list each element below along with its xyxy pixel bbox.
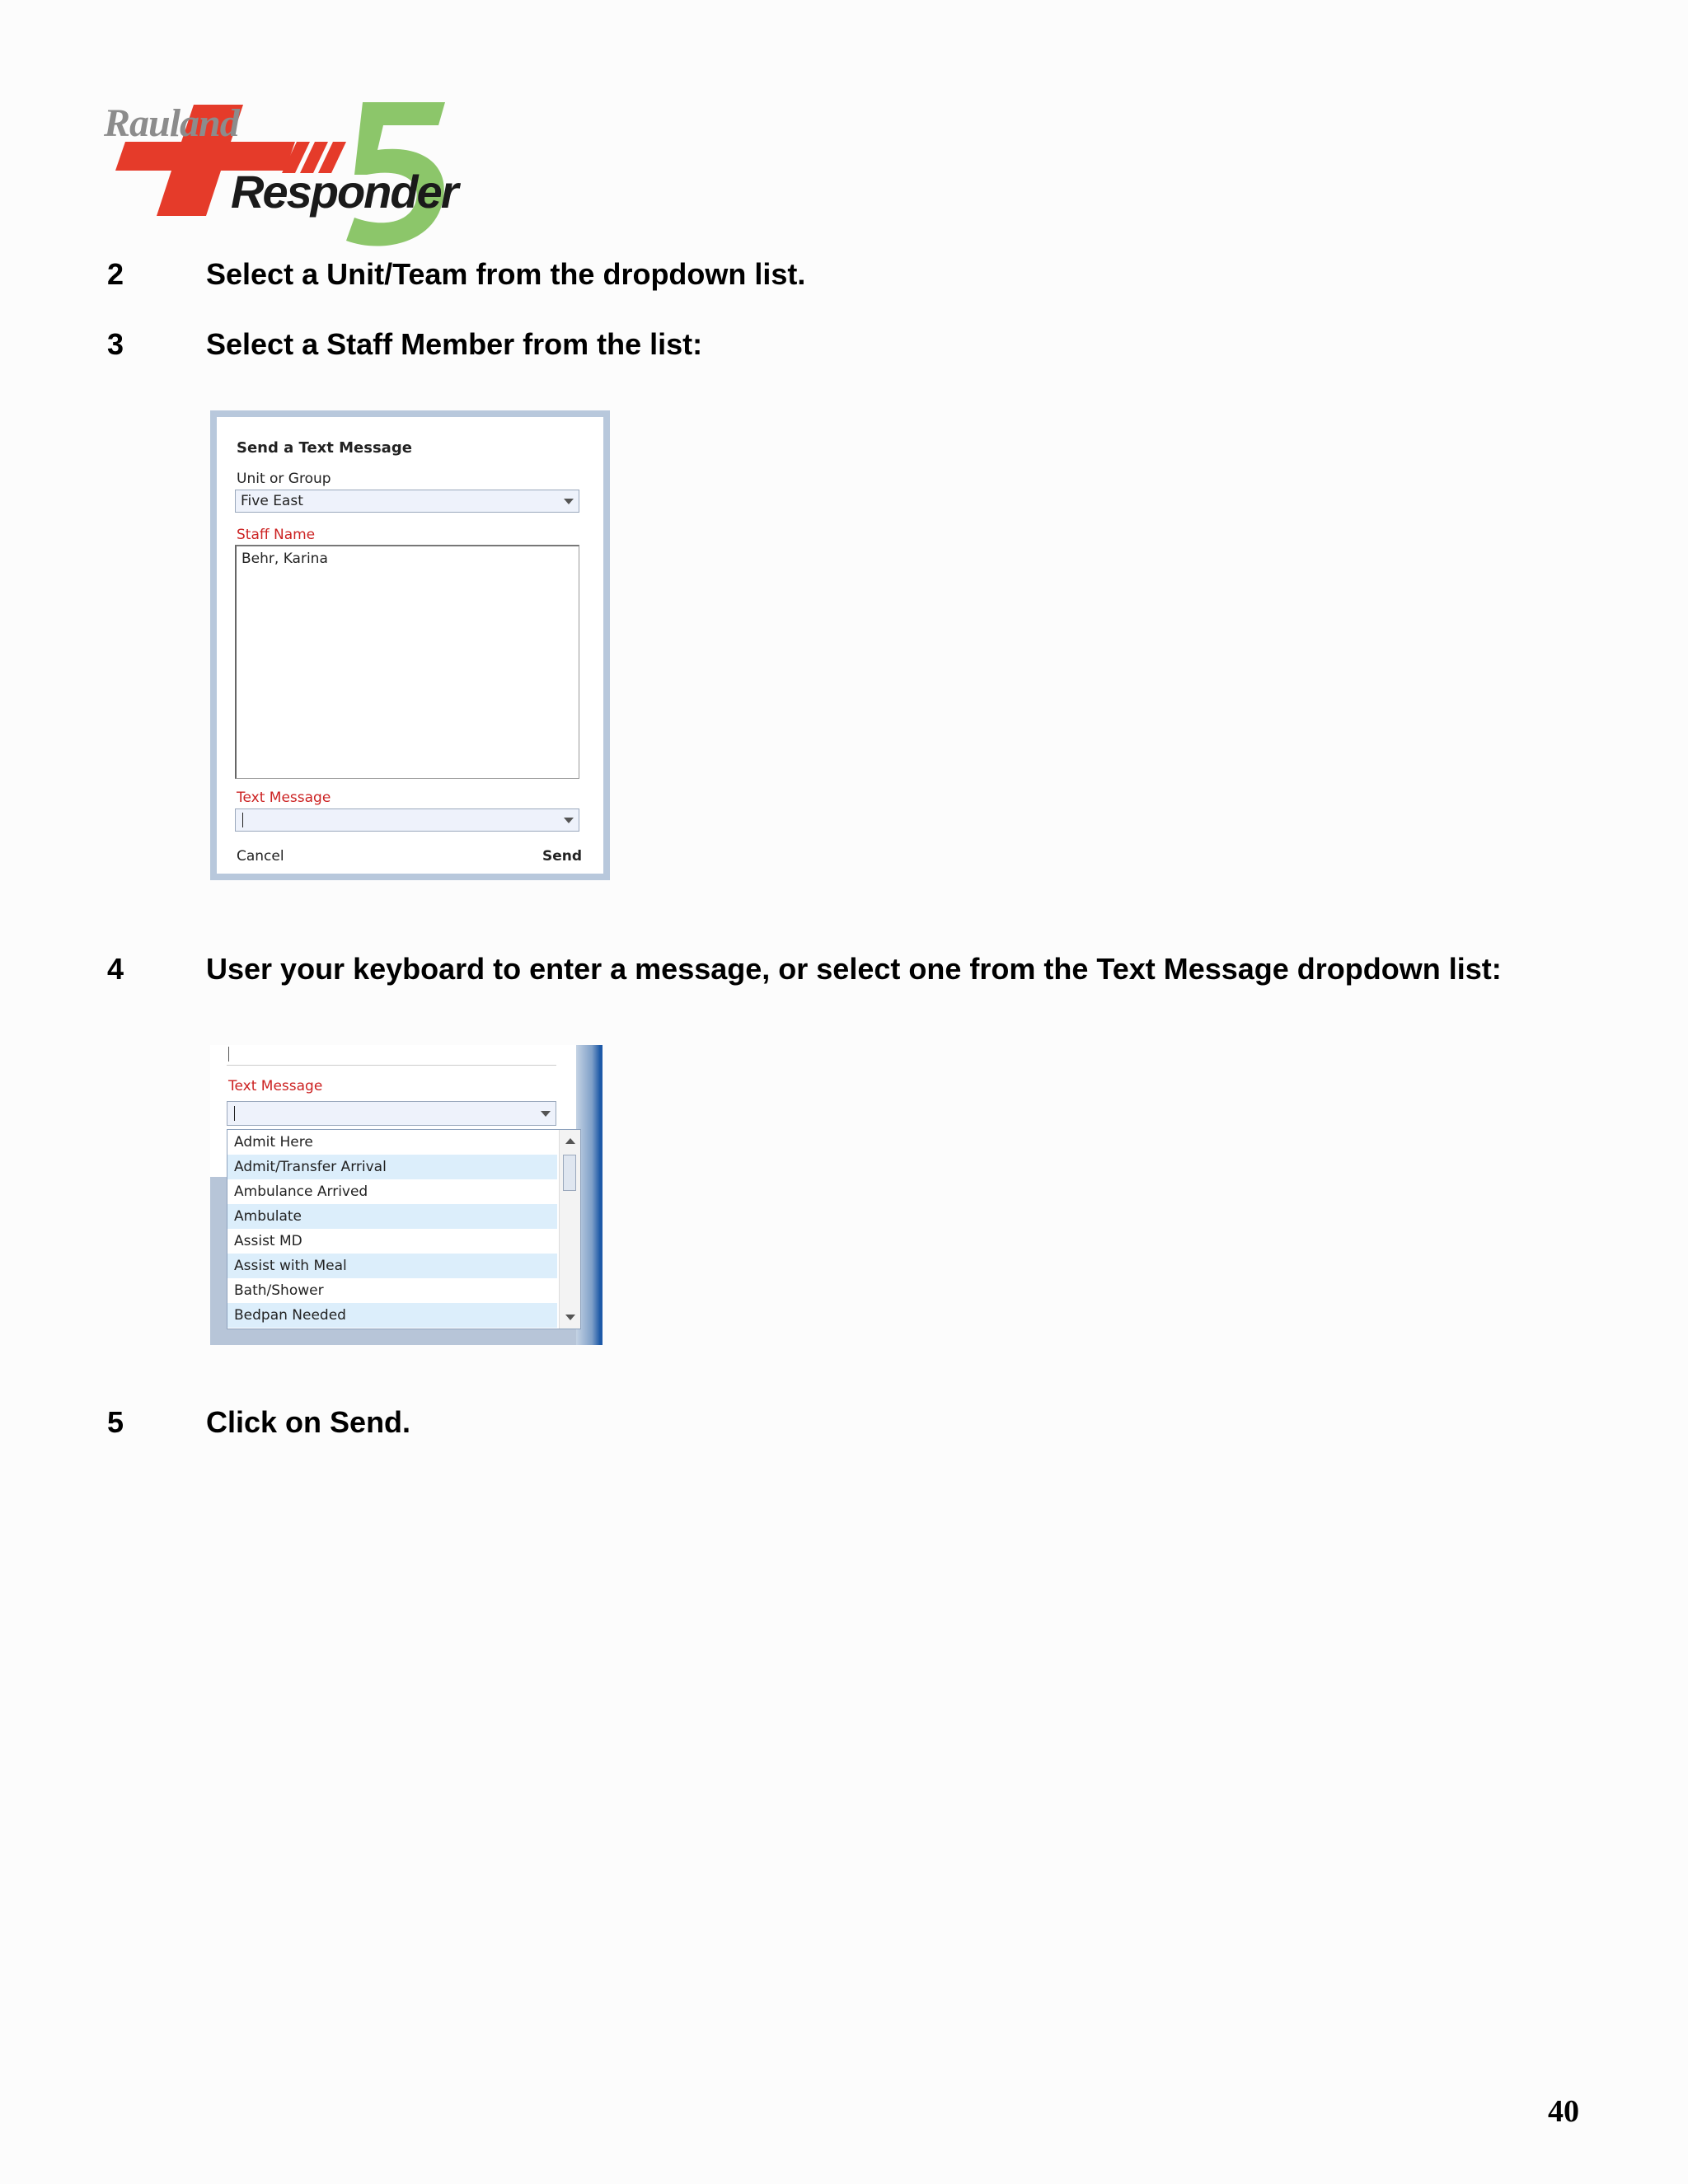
step-text: Click on Send. (206, 1405, 411, 1439)
scroll-up-icon[interactable] (565, 1138, 575, 1144)
message-options-list[interactable] (227, 1129, 581, 1329)
text-caret (242, 813, 243, 827)
unit-dropdown[interactable] (235, 490, 579, 513)
step-number: 2 (107, 257, 124, 291)
list-item[interactable]: Admit/Transfer Arrival (227, 1155, 557, 1179)
scroll-thumb[interactable] (563, 1155, 576, 1191)
step-text: Select a Unit/Team from the dropdown list. (206, 257, 806, 291)
list-item[interactable]: Behr, Karina (241, 551, 328, 567)
list-item[interactable]: Bath/Shower (234, 1282, 324, 1299)
scroll-down-icon[interactable] (565, 1315, 575, 1320)
step-number: 5 (107, 1405, 124, 1439)
text-caret (234, 1106, 235, 1121)
logo-script-text: Rauland (104, 101, 239, 145)
message-label: Text Message (237, 790, 331, 806)
staff-listbox[interactable] (235, 545, 579, 779)
dialog-title: Send a Text Message (237, 439, 412, 457)
chevron-down-icon[interactable] (564, 499, 574, 504)
list-item[interactable]: Admit Here (234, 1134, 313, 1151)
message-dropdown[interactable] (227, 1101, 556, 1126)
list-item[interactable]: Assist with Meal (227, 1254, 557, 1278)
staff-list-bottom (227, 1045, 556, 1066)
message-label: Text Message (228, 1078, 323, 1094)
unit-value: Five East (241, 493, 303, 509)
list-item[interactable]: Ambulate (227, 1204, 557, 1229)
chevron-down-icon[interactable] (541, 1111, 551, 1117)
list-item[interactable]: Ambulance Arrived (234, 1183, 368, 1200)
send-button[interactable]: Send (542, 848, 582, 865)
send-text-message-dialog (210, 410, 610, 880)
step-text: Select a Staff Member from the list: (206, 327, 703, 361)
scrollbar[interactable] (559, 1130, 580, 1329)
step-number: 3 (107, 327, 124, 361)
rauland-responder-logo (99, 92, 470, 257)
cancel-button[interactable]: Cancel (237, 848, 284, 865)
step-text: User your keyboard to enter a message, or select one from the Text Message dropdown list: (206, 952, 1502, 986)
message-dropdown[interactable] (235, 808, 579, 832)
page-number: 40 (1548, 2094, 1579, 2129)
logo-word-text: Responder (231, 166, 457, 218)
staff-label: Staff Name (237, 527, 316, 543)
chevron-down-icon[interactable] (564, 818, 574, 823)
list-item[interactable]: Assist MD (234, 1233, 302, 1249)
list-item[interactable]: Bedpan Needed (227, 1303, 557, 1328)
message-dropdown-screenshot (210, 1045, 603, 1345)
unit-label: Unit or Group (237, 471, 331, 487)
step-number: 4 (107, 952, 124, 986)
